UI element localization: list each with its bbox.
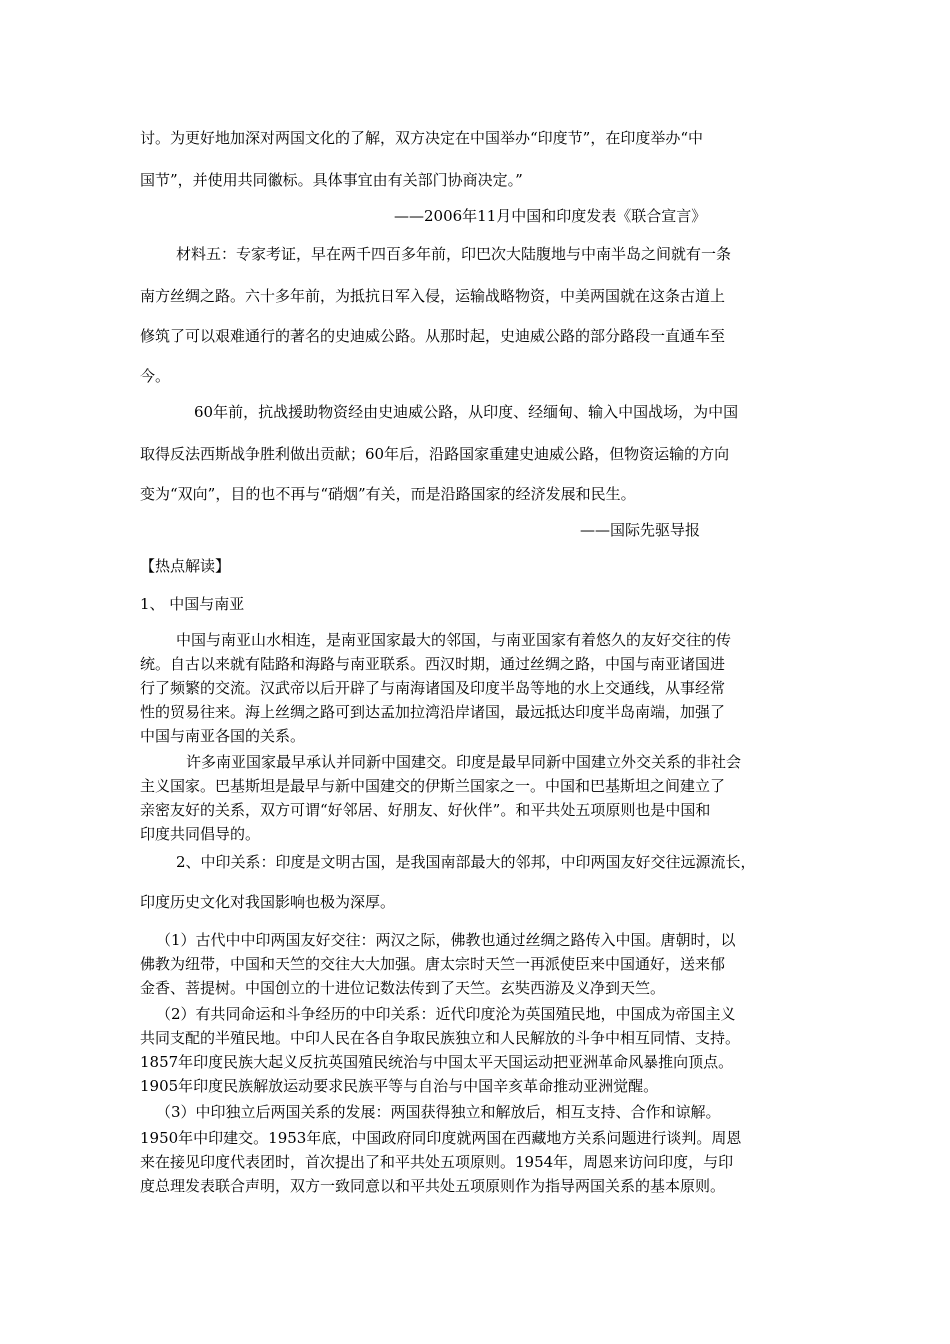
material-5-line-7: 变为“双向”，目的也不再与“硝烟”有关，而是沿路国家的经济发展和民生。 [140,485,636,503]
p1-line-5: 中国与南亚各国的关系。 [140,727,306,745]
sub-2-line-1: （2）有共同命运和斗争经历的中印关系：近代印度沦为英国殖民地，中国成为帝国主义 [156,1005,736,1023]
p2-line-2: 主义国家。巴基斯坦是最早与新中国建交的伊斯兰国家之一。中国和巴基斯坦之间建立了 [140,777,726,795]
material-5-source: ——国际先驱导报 [580,521,701,539]
material-5-line-6: 取得反法西斯战争胜利做出贡献；60年后，沿路国家重建史迪威公路，但物资运输的方向 [140,445,730,463]
material-5-line-3: 修筑了可以艰难通行的著名的史迪威公路。从那时起，史迪威公路的部分路段一直通车至 [140,327,726,345]
p2-line-3: 亲密友好的关系，双方可谓“好邻居、好朋友、好伙伴”。和平共处五项原则也是中国和 [140,801,711,819]
sub-3-line-3: 来在接见印度代表团时，首次提出了和平共处五项原则。1954年，周恩来访问印度，与印 [140,1153,734,1171]
p1-line-1: 中国与南亚山水相连，是南亚国家最大的邻国，与南亚国家有着悠久的友好交往的传 [176,631,732,649]
sub-3-line-1: （3）中印独立后两国关系的发展：两国获得独立和解放后，相互支持、合作和谅解。 [156,1103,721,1121]
material-5-line-1: 材料五：专家考证，早在两千四百多年前，印巴次大陆腹地与中南半岛之间就有一条 [176,245,732,263]
declaration-source: ——2006年11月中国和印度发表《联合宣言》 [394,207,707,225]
hot-topic-heading: 【热点解读】 [140,557,231,575]
declaration-text-line-1: 讨。为更好地加深对两国文化的了解，双方决定在中国举办“印度节”，在印度举办“中 [140,129,704,147]
sub-1-line-3: 金香、菩提树。中国创立的十进位记数法传到了天竺。玄奘西游及义净到天竺。 [140,979,666,997]
p2-line-4: 印度共同倡导的。 [140,825,261,843]
p2-line-1: 许多南亚国家最早承认并同新中国建交。印度是最早同新中国建立外交关系的非社会 [186,753,742,771]
item-1-title: 1、 中国与南亚 [140,595,245,613]
declaration-text-line-2: 国节”，并使用共同徽标。具体事宜由有关部门协商决定。” [140,171,523,189]
p1-line-2: 统。自古以来就有陆路和海路与南亚联系。西汉时期，通过丝绸之路，中国与南亚诸国进 [140,655,726,673]
sub-2-line-3: 1857年印度民族大起义反抗英国殖民统治与中国太平天国运动把亚洲革命风暴推向顶点。 [140,1053,734,1071]
sub-3-line-4: 度总理发表联合声明，双方一致同意以和平共处五项原则作为指导两国关系的基本原则。 [140,1177,726,1195]
material-5-line-4: 今。 [140,367,171,385]
sub-3-line-2: 1950年中印建交。1953年底，中国政府同印度就两国在西藏地方关系问题进行谈判。周恩 [140,1129,742,1147]
item-2-line-1: 2、中印关系：印度是文明古国，是我国南部最大的邻邦，中印两国友好交往远源流长， [176,853,756,871]
p1-line-3: 行了频繁的交流。汉武帝以后开辟了与南海诸国及印度半岛等地的水上交通线，从事经常 [140,679,726,697]
material-5-line-2: 南方丝绸之路。六十多年前，为抵抗日军入侵，运输战略物资，中美两国就在这条古道上 [140,287,726,305]
sub-1-line-1: （1）古代中中印两国友好交往：两汉之际，佛教也通过丝绸之路传入中国。唐朝时，以 [156,931,736,949]
sub-2-line-2: 共同支配的半殖民地。中印人民在各自争取民族独立和人民解放的斗争中相互同情、支持。 [140,1029,741,1047]
item-2-line-2: 印度历史文化对我国影响也极为深厚。 [140,893,396,911]
material-5-line-5: 60年前，抗战援助物资经由史迪威公路，从印度、经缅甸、输入中国战场，为中国 [194,403,739,421]
sub-1-line-2: 佛教为纽带，中国和天竺的交往大大加强。唐太宗时天竺一再派使臣来中国通好，送来郁 [140,955,726,973]
sub-2-line-4: 1905年印度民族解放运动要求民族平等与自治与中国辛亥革命推动亚洲觉醒。 [140,1077,659,1095]
p1-line-4: 性的贸易往来。海上丝绸之路可到达孟加拉湾沿岸诸国，最远抵达印度半岛南端，加强了 [140,703,726,721]
